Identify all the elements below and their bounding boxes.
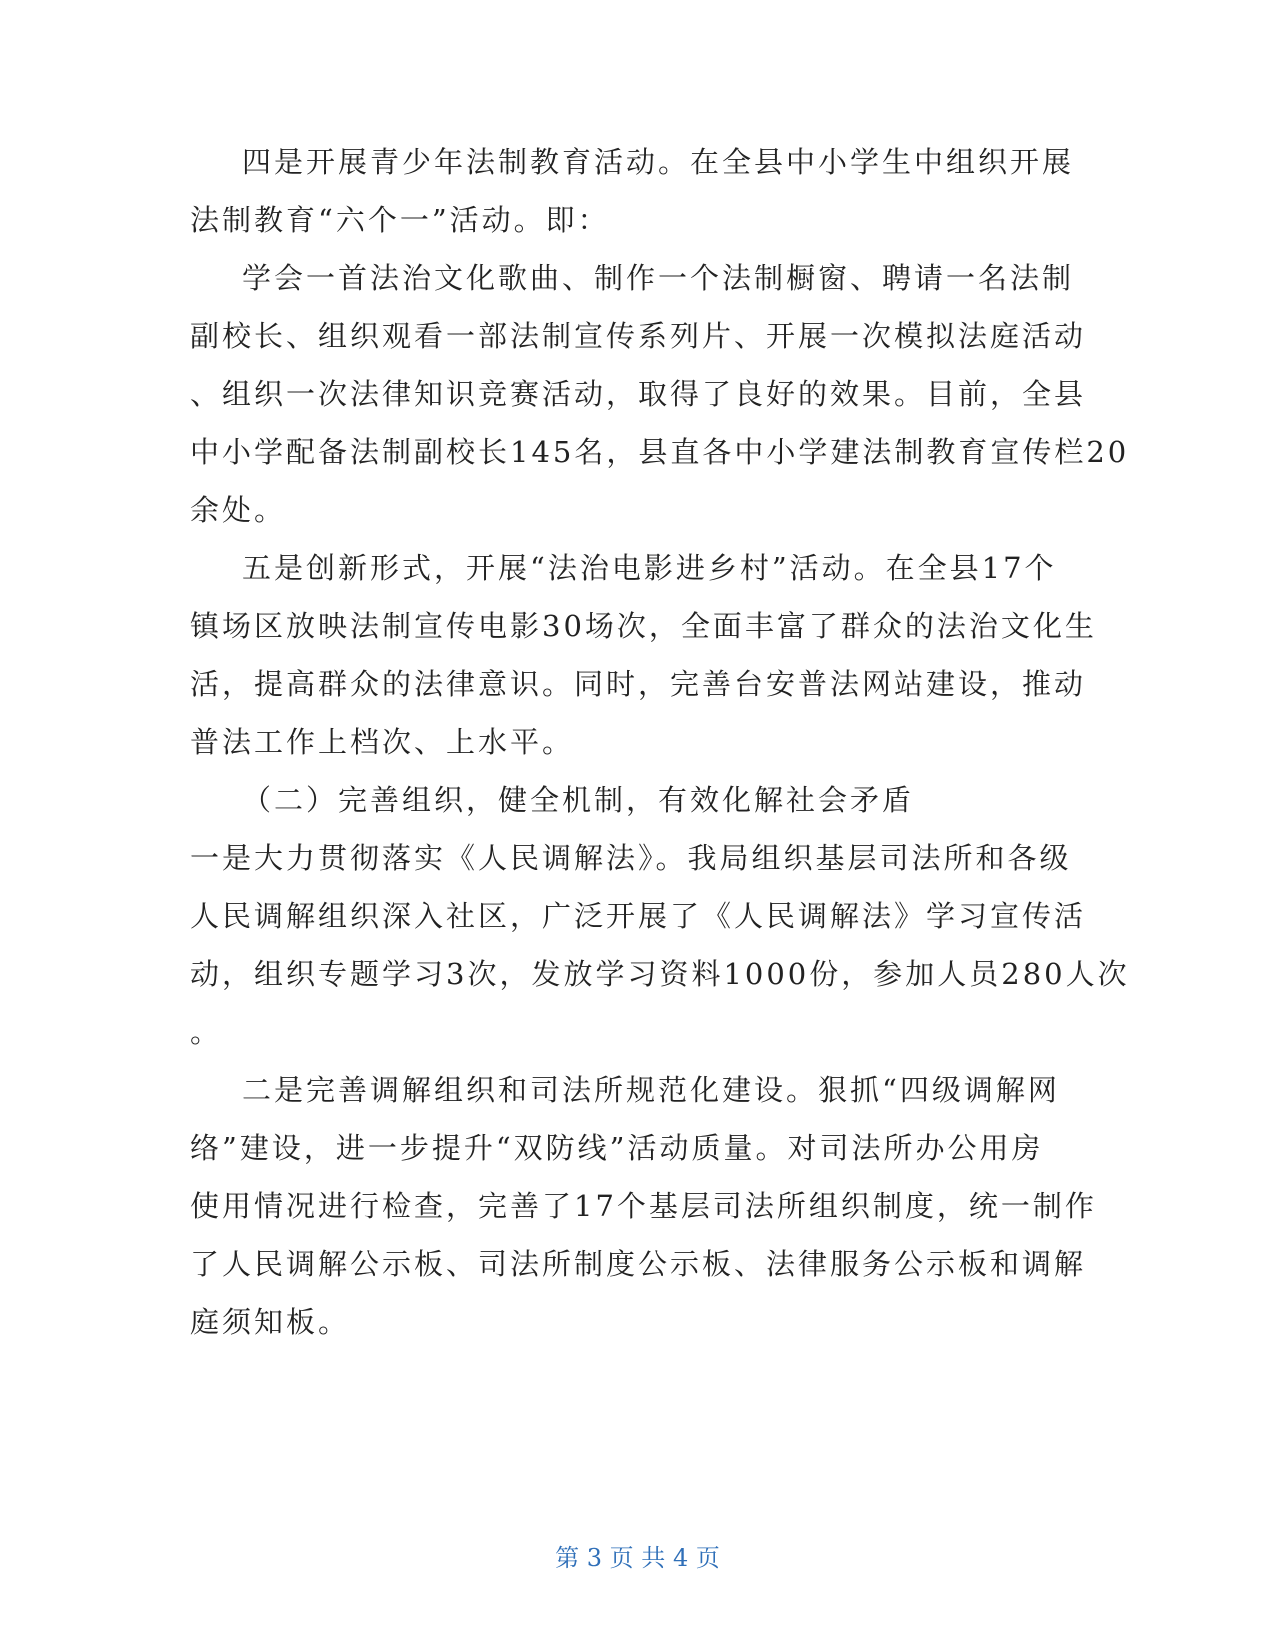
paragraph-line: 余处。 bbox=[190, 493, 287, 527]
page-number-footer: 第 3 页 共 4 页 bbox=[555, 1544, 720, 1572]
paragraph-line: 二是完善调解组织和司法所规范化建设。狠抓“四级调解网 bbox=[242, 1073, 1060, 1107]
paragraph-line: 络”建设，进一步提升“双防线”活动质量。对司法所办公用房 bbox=[190, 1131, 1044, 1165]
paragraph-line: 活，提高群众的法律意识。同时，完善台安普法网站建设，推动 bbox=[190, 667, 1087, 701]
paragraph-line: 副校长、组织观看一部法制宣传系列片、开展一次模拟法庭活动 bbox=[190, 319, 1087, 353]
paragraph-line: 法制教育“六个一”活动。即： bbox=[190, 203, 610, 237]
section-heading: （二）完善组织，健全机制，有效化解社会矛盾 bbox=[242, 783, 915, 817]
paragraph-line: 镇场区放映法制宣传电影30场次，全面丰富了群众的法治文化生 bbox=[190, 609, 1097, 643]
paragraph-line: 人民调解组织深入社区，广泛开展了《人民调解法》学习宣传活 bbox=[190, 899, 1087, 933]
paragraph-line: 一是大力贯彻落实《人民调解法》。我局组织基层司法所和各级 bbox=[190, 841, 1072, 875]
paragraph-line: 庭须知板。 bbox=[190, 1305, 351, 1339]
paragraph-line: 使用情况进行检查，完善了17个基层司法所组织制度，统一制作 bbox=[190, 1189, 1097, 1223]
paragraph-line: 了人民调解公示板、司法所制度公示板、法律服务公示板和调解 bbox=[190, 1247, 1087, 1281]
paragraph-line: 普法工作上档次、上水平。 bbox=[190, 725, 575, 759]
paragraph-line: 。 bbox=[190, 1015, 223, 1049]
paragraph-line: 、组织一次法律知识竞赛活动，取得了良好的效果。目前，全县 bbox=[190, 377, 1087, 411]
paragraph-line: 四是开展青少年法制教育活动。在全县中小学生中组织开展 bbox=[242, 145, 1075, 179]
paragraph-line: 五是创新形式，开展“法治电影进乡村”活动。在全县17个 bbox=[242, 551, 1057, 585]
paragraph-line: 学会一首法治文化歌曲、制作一个法制橱窗、聘请一名法制 bbox=[242, 261, 1075, 295]
paragraph-line: 动，组织专题学习3次，发放学习资料1000份，参加人员280人次 bbox=[190, 957, 1130, 991]
paragraph-line: 中小学配备法制副校长145名，县直各中小学建法制教育宣传栏20 bbox=[190, 435, 1130, 469]
